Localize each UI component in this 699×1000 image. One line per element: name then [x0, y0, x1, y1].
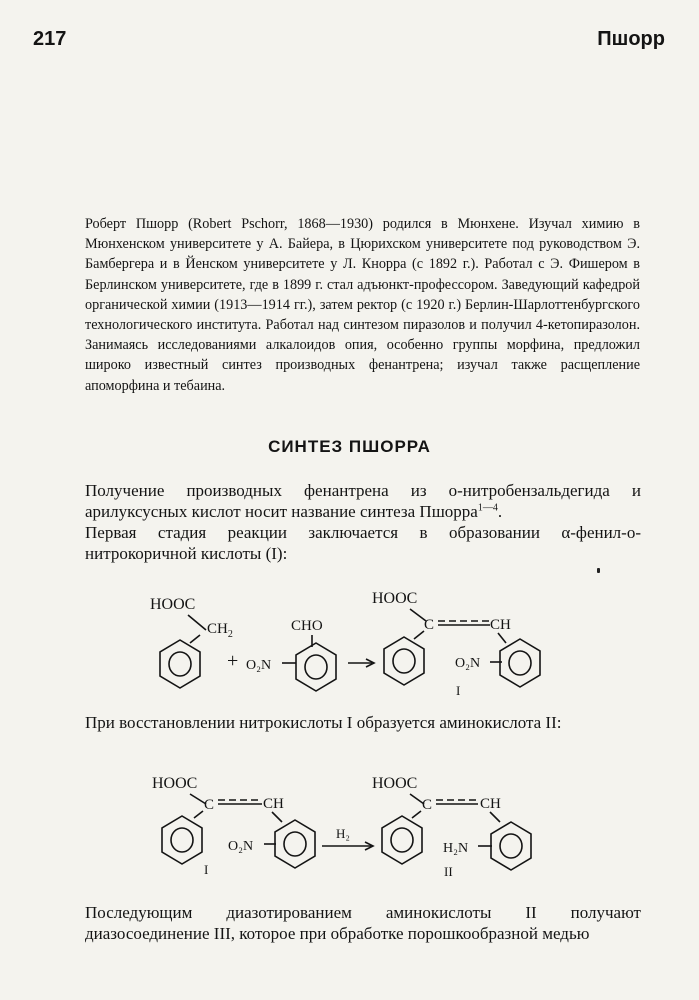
compound2-carbon: C — [422, 797, 433, 813]
compound1-acid-group: HOOC — [152, 775, 198, 792]
compound2-methine: CH — [480, 796, 501, 812]
running-head: Пшорр — [597, 28, 665, 50]
compound-label-I: I — [456, 683, 461, 698]
reactant1-acid-group: HOOC — [150, 596, 196, 613]
compound2-acid-group: HOOC — [372, 775, 418, 792]
diazotization-paragraph: Последующим диазотированием аминокислоты II получают диазосоединение III, которое при обработке порошкообразной медью — [85, 903, 641, 943]
reduction-paragraph: При восстановлении нитрокислоты I образуется аминокислота II: — [85, 713, 562, 732]
compound2-amino-group: H₂N — [443, 841, 469, 856]
product1-nitro-group: O₂N — [455, 656, 481, 671]
compound1-nitro-group: O₂N — [228, 839, 254, 854]
biography-paragraph: Роберт Пшорр (Robert Pschorr, 1868—1930) родился в Мюнхене. Изучал химию в Мюнхенском университете у А. Байера, в Цюрихском университете под руководством Э. Бамбергера и в Йенском университете у Л. Кнорра (с 1892 г.). Работал с Э. Фишером в Берлинском университете, где в 1899 г. стал адъюнкт-профессором. Заведующий кафедрой органической химии (1913—1914 гг.), затем ректор (с 1920 г.) Берлин-Шарлоттенбургского технологического института. Работал над синтезом пиразолов и получил 4-кетопиразолон. Занимаясь исследованиями алкалоидов опия, особенно группы морфина, предложил широко известный синтез производных фенантрена; изучал также расщепление апоморфина и тебаина. — [85, 216, 640, 394]
product1-carbon: C — [424, 617, 435, 633]
reference-marks: 1—4 — [477, 502, 498, 514]
reaction-arrow-1 — [348, 659, 374, 667]
ink-speck — [597, 568, 600, 573]
reaction-scheme-2 — [0, 760, 699, 880]
intro-period: . — [497, 502, 503, 521]
intro-text: Получение производных фенантрена из о-нитробензальдегида и арилуксусных кислот носит название синтеза Пшорра — [85, 481, 641, 521]
benzene-ring-3 — [384, 637, 424, 685]
benzene-ring-2 — [296, 643, 336, 691]
reactant1-methylene: $CH_2$ — [207, 621, 233, 640]
benzene-ring-8 — [491, 822, 531, 870]
benzene-ring-5 — [162, 816, 202, 864]
first-stage-paragraph: Первая стадия реакции заключается в образовании α-фенил-о-нитрокоричной кислоты (I): — [85, 523, 641, 563]
product1-methine: CH — [490, 617, 511, 633]
page-number: 217 — [33, 28, 67, 50]
section-title: СИНТЕЗ ПШОРРА — [268, 437, 431, 456]
benzene-ring-4 — [500, 639, 540, 687]
benzene-ring-1 — [160, 640, 200, 688]
benzene-ring-6 — [275, 820, 315, 868]
compound-label-II: II — [444, 864, 453, 879]
plus-sign: + — [227, 650, 239, 672]
benzene-ring-7 — [382, 816, 422, 864]
reagent-hydrogen: H₂ — [336, 826, 350, 841]
reaction-arrow-2 — [322, 842, 373, 850]
reaction-scheme-1 — [0, 585, 699, 705]
compound1-methine: CH — [263, 796, 284, 812]
reactant2-nitro-group: O₂N — [246, 658, 272, 673]
compound1-carbon: C — [204, 797, 215, 813]
compound-label-I-2: I — [204, 862, 209, 877]
product1-acid-group: HOOC — [372, 590, 418, 607]
intro-paragraph — [85, 480, 641, 522]
reactant2-aldehyde-group: CHO — [291, 618, 323, 634]
